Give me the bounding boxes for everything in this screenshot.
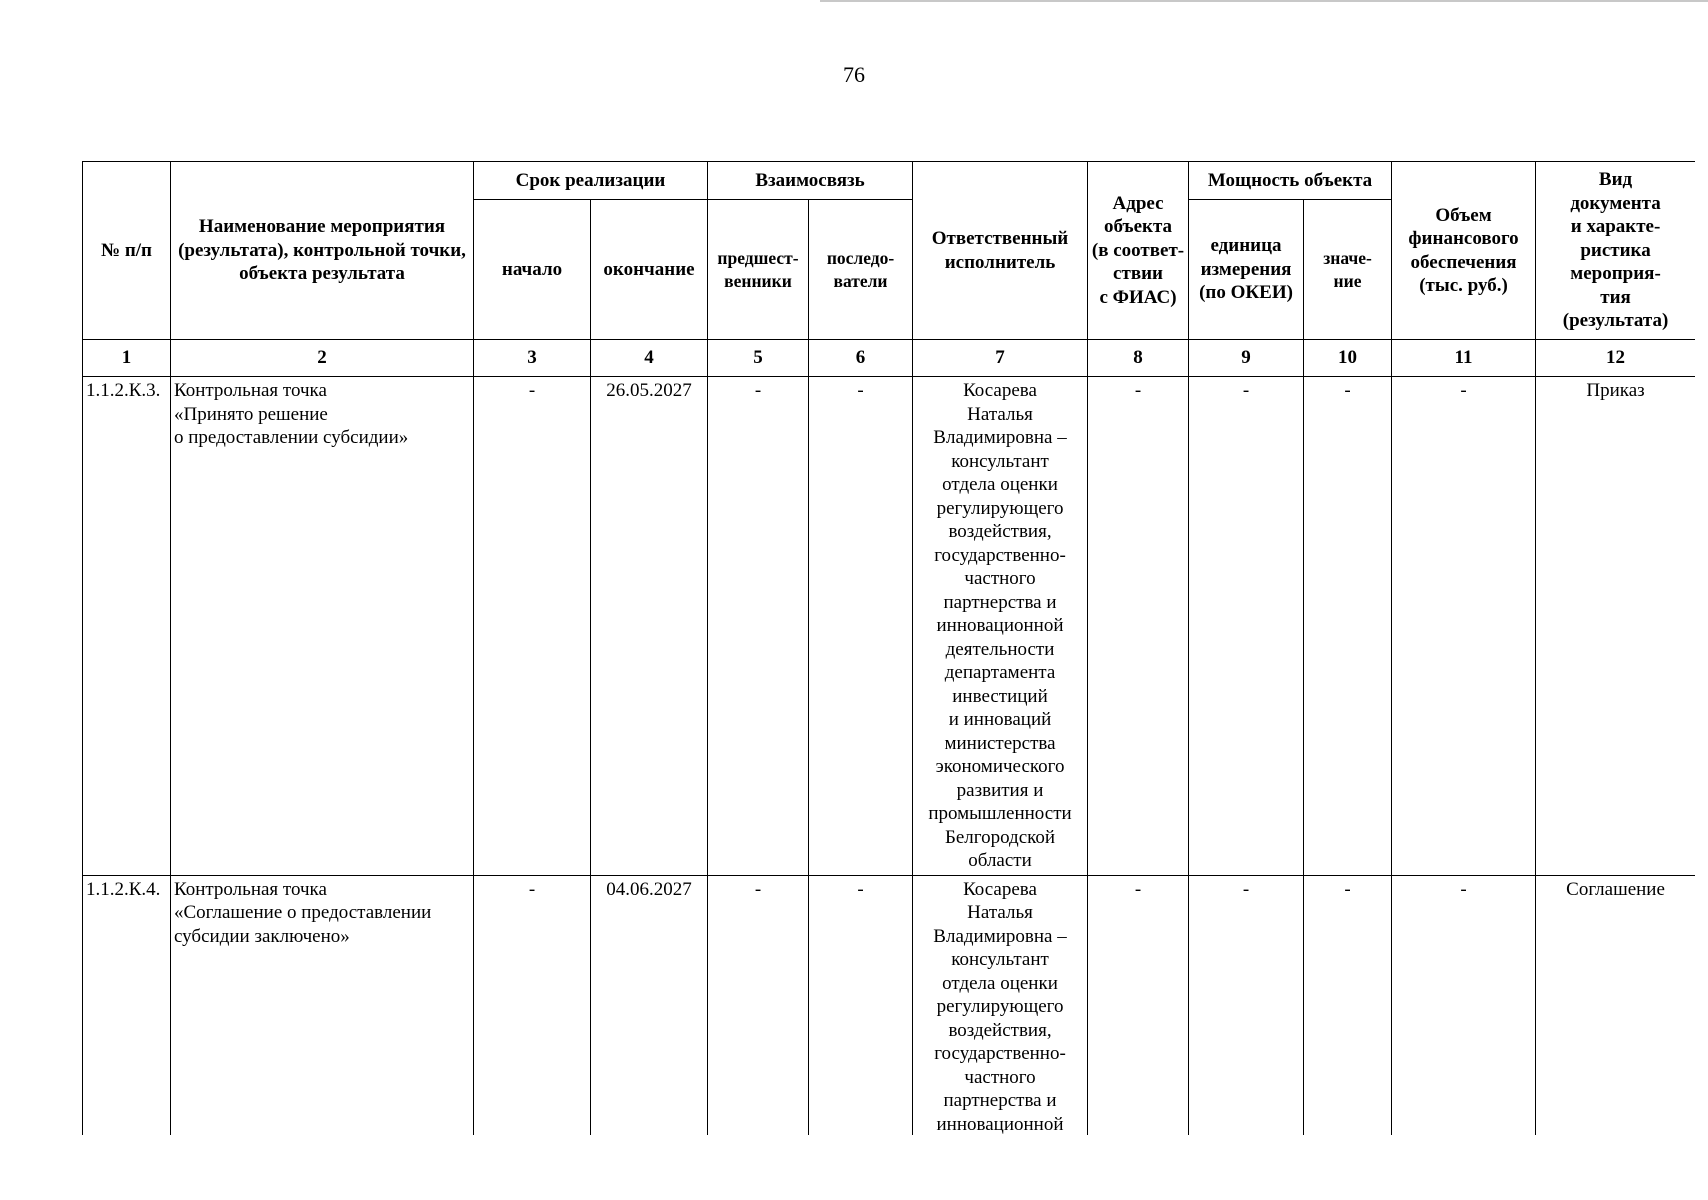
header-address: [1088, 162, 1189, 340]
row-name-text: Контрольная точка «Соглашение о предоставлении субсидии заключено»: [174, 878, 432, 947]
header-link-prev: [708, 200, 809, 340]
row-end: 04.06.2027: [591, 875, 708, 1135]
scan-edge-line: [820, 0, 1708, 2]
row-finance: -: [1392, 875, 1536, 1135]
row-value: -: [1304, 875, 1392, 1135]
header-capacity-group: Мощность объекта: [1189, 162, 1392, 200]
row-doc: Соглашение: [1536, 875, 1695, 1135]
row-num: 1.1.2.К.4.: [83, 875, 171, 1135]
row-start: -: [474, 377, 591, 876]
header-term-start: начало: [474, 200, 591, 340]
row-unit: -: [1189, 875, 1304, 1135]
row-executor-text: Косарева Наталья Владимировна – консультант отдела оценки регулирующего воздействия, государственно- частного партнерства и инновационной деятельности департамента инвестиций и инноваций министерства экономического развития и промышленности Белгородской области: [928, 380, 1072, 871]
row-num: 1.1.2.К.3.: [83, 377, 171, 876]
header-capacity-value-text: значе- ние: [1323, 247, 1372, 291]
header-finance-text: Объем финансового обеспечения (тыс. руб.): [1408, 204, 1519, 296]
header-name: Наименование мероприятия (результата), контрольной точки, объекта результата: [171, 162, 474, 340]
header-executor: Ответственный исполнитель: [913, 162, 1088, 340]
column-number: 11: [1392, 340, 1536, 377]
row-end: 26.05.2027: [591, 377, 708, 876]
row-finance: -: [1392, 377, 1536, 876]
column-number: 10: [1304, 340, 1392, 377]
header-doc-text: Вид документа и характе- ристика мероприя- тия (результата): [1562, 169, 1669, 332]
row-next: -: [809, 875, 913, 1135]
header-term-group: Срок реализации: [474, 162, 708, 200]
row-name-text: Контрольная точка «Принято решение о предоставлении субсидии»: [174, 380, 409, 448]
row-prev: -: [708, 875, 809, 1135]
row-next: -: [809, 377, 913, 876]
row-unit: -: [1189, 377, 1304, 876]
column-numbers-row: [83, 340, 1696, 377]
header-capacity-value: [1304, 200, 1392, 340]
row-value: -: [1304, 377, 1392, 876]
column-number: 12: [1536, 340, 1695, 377]
header-term-end: окончание: [591, 200, 708, 340]
table-container: [82, 161, 1695, 1135]
row-prev: -: [708, 377, 809, 876]
page-number: 76: [843, 62, 865, 87]
column-number: 7: [913, 340, 1088, 377]
row-name: [171, 377, 474, 876]
row-executor-text: Косарева Наталья Владимировна – консультант отдела оценки регулирующего воздействия, государственно- частного партнерства и инновационной: [933, 878, 1067, 1135]
header-address-text: Адрес объекта (в соответ- ствии с ФИАС): [1091, 192, 1185, 308]
column-number: 5: [708, 340, 809, 377]
table-header: [83, 162, 1696, 340]
header-finance: [1392, 162, 1536, 340]
header-capacity-unit-text: единица измерения (по ОКЕИ): [1199, 235, 1293, 304]
row-doc: Приказ: [1536, 377, 1695, 876]
header-capacity-unit: [1189, 200, 1304, 340]
table-row: [83, 377, 1696, 876]
header-num: № п/п: [83, 162, 171, 340]
row-executor: [913, 377, 1088, 876]
row-address: -: [1088, 377, 1189, 876]
column-number: 8: [1088, 340, 1189, 377]
header-link-prev-text: предшест- венники: [717, 247, 799, 291]
column-number: 3: [474, 340, 591, 377]
column-number: 4: [591, 340, 708, 377]
column-number: 1: [83, 340, 171, 377]
column-number: 2: [171, 340, 474, 377]
column-number: 6: [809, 340, 913, 377]
header-link-group: Взаимосвязь: [708, 162, 913, 200]
row-start: -: [474, 875, 591, 1135]
row-name: [171, 875, 474, 1135]
activities-table: [82, 161, 1695, 1135]
table-row: [83, 875, 1696, 1135]
header-link-next: [809, 200, 913, 340]
column-number: 9: [1189, 340, 1304, 377]
header-doc: [1536, 162, 1695, 340]
header-link-next-text: последо- ватели: [826, 247, 895, 291]
row-executor: [913, 875, 1088, 1135]
row-address: -: [1088, 875, 1189, 1135]
